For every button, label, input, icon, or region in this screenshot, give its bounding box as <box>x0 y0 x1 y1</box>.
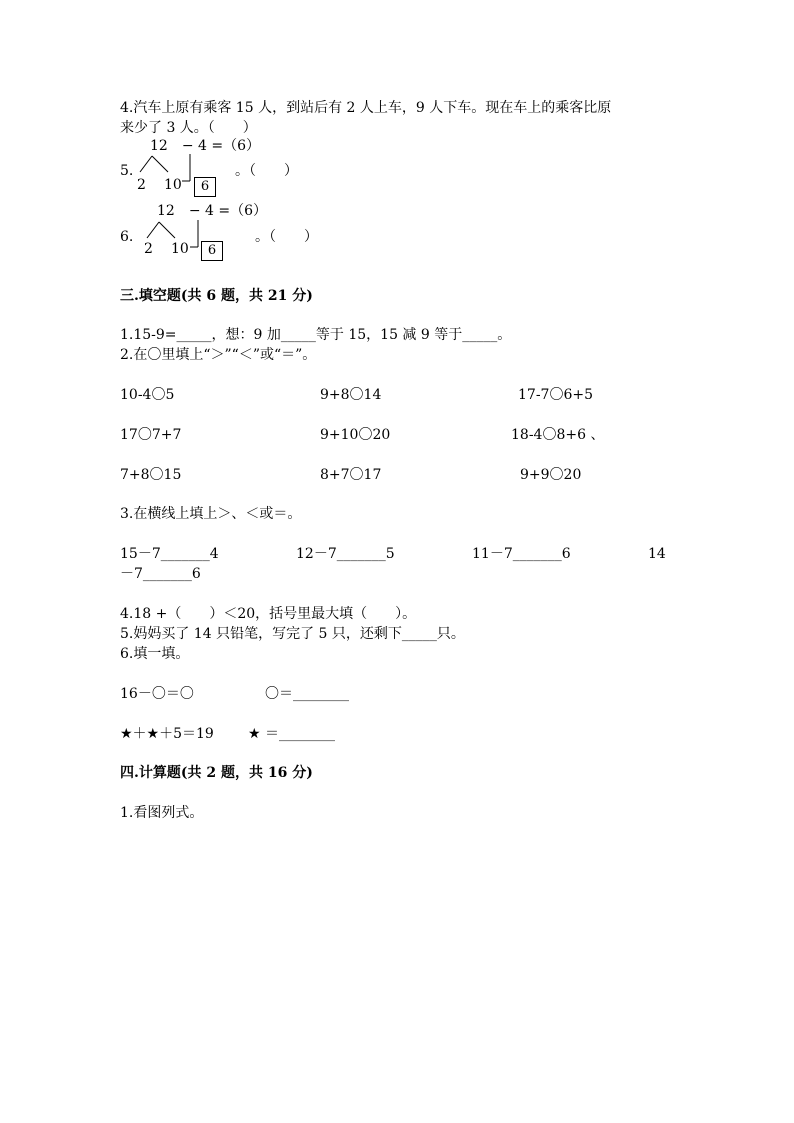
compare-item: 9+9〇20 <box>520 467 582 483</box>
q3-item-cont: －7_______6 <box>120 566 201 582</box>
calc-q1: 1.看图列式。 <box>120 805 204 821</box>
fill-q5: 5.妈妈买了 14 只铅笔，写完了 5 只，还剩下_____只。 <box>120 626 465 642</box>
fill-q6: 6.填一填。 <box>120 646 190 662</box>
judge-q4-line2: 来少了 3 人。（ ） <box>120 120 257 136</box>
section4-title: 四.计算题(共 2 题，共 16 分) <box>120 765 313 781</box>
section3-title: 三.填空题(共 6 题，共 21 分) <box>120 288 313 304</box>
fill-q6-ans1: 〇＝________ <box>265 686 349 702</box>
compare-item: 17-7〇6+5 <box>518 387 593 403</box>
fill-q6-eq1: 16－〇＝〇 <box>120 686 194 702</box>
q6-answer-box: 6 <box>201 241 223 261</box>
judge-q4-line1: 4.汽车上原有乘客 15 人，到站后有 2 人上车，9 人下车。现在车上的乘客比原 <box>120 100 612 116</box>
q5-number: 5. <box>120 163 134 179</box>
q3-item: 12－7_______5 <box>296 546 395 562</box>
q5-right-part: 10 <box>164 177 182 193</box>
fill-q2: 2.在〇里填上“＞”“＜”或“＝”。 <box>120 347 317 363</box>
q6-left-part: 2 <box>144 241 153 257</box>
q5-answer-box: 6 <box>194 177 216 197</box>
q6-equation: 12 − 4 =（6） <box>157 203 267 219</box>
fill-q6-eq2: ★＋★＋5＝19 <box>120 726 214 742</box>
compare-item: 8+7〇17 <box>320 467 382 483</box>
q5-equation: 12 − 4 =（6） <box>150 138 260 154</box>
fill-q4: 4.18 +（ ）＜20，括号里最大填（ ）。 <box>120 606 417 622</box>
q3-item: 14 <box>648 546 666 562</box>
q3-item: 11－7_______6 <box>472 546 571 562</box>
fill-q6-ans2: ★ ＝________ <box>248 726 336 742</box>
compare-item: 18-4〇8+6 、 <box>511 427 605 443</box>
q6-right-part: 10 <box>171 241 189 257</box>
q3-item: 15－7_______4 <box>120 546 219 562</box>
q5-tail: 。（ ） <box>235 163 298 179</box>
compare-item: 10-4〇5 <box>120 387 175 403</box>
compare-item: 17〇7+7 <box>120 427 182 443</box>
fill-q3: 3.在横线上填上＞、＜或＝。 <box>120 506 302 522</box>
fill-q1: 1.15-9=_____，想：9 加_____等于 15，15 减 9 等于_____。 <box>120 327 512 343</box>
q6-number: 6. <box>120 229 134 245</box>
compare-item: 7+8〇15 <box>120 467 182 483</box>
q6-tail: 。（ ） <box>255 229 318 245</box>
compare-item: 9+10〇20 <box>320 427 391 443</box>
q5-left-part: 2 <box>137 177 146 193</box>
compare-item: 9+8〇14 <box>320 387 382 403</box>
